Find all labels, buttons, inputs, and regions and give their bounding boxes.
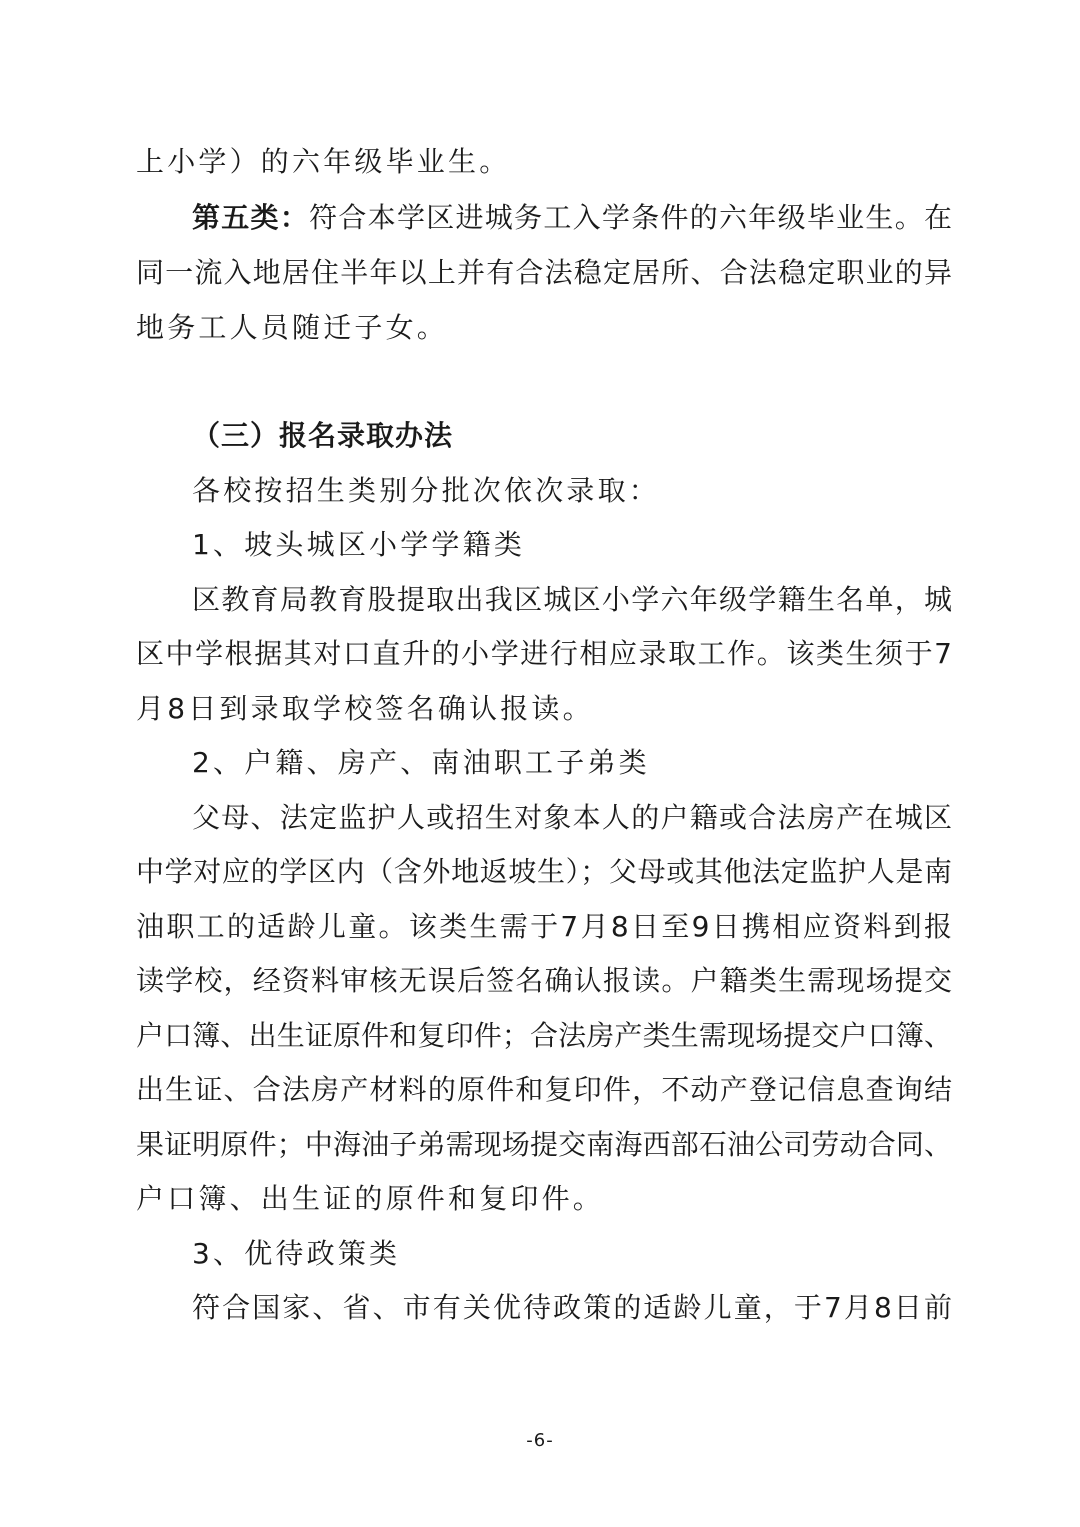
- paragraph-line: 父母、法定监护人或招生对象本人的户籍或合法房产在城区: [192, 801, 952, 834]
- paragraph-line: 地务工人员随迁子女。: [136, 311, 449, 344]
- paragraph-line: 月8日到录取学校签名确认报读。: [136, 692, 594, 725]
- paragraph-line: 中学对应的学区内（含外地返坡生）；父母或其他法定监护人是南: [136, 855, 952, 888]
- item-title: 2、户籍、房产、南油职工子弟类: [192, 746, 650, 779]
- item-title: 3、优待政策类: [192, 1237, 401, 1270]
- paragraph-line: 出生证、合法房产材料的原件和复印件，不动产登记信息查询结: [136, 1073, 952, 1106]
- paragraph-line: 户口簿、出生证的原件和复印件。: [136, 1182, 605, 1215]
- category-five-line: [192, 198, 952, 238]
- paragraph-line: 户口簿、出生证原件和复印件；合法房产类生需现场提交户口簿、: [136, 1019, 952, 1052]
- category-five-label: 第五类：: [192, 201, 310, 234]
- paragraph-line: 果证明原件；中海油子弟需现场提交南海西部石油公司劳动合同、: [136, 1128, 952, 1161]
- paragraph-line: 区教育局教育股提取出我区城区小学六年级学籍生名单，城: [192, 583, 952, 616]
- section-heading: （三）报名录取办法: [192, 419, 454, 452]
- paragraph-line: 读学校，经资料审核无误后签名确认报读。户籍类生需现场提交: [136, 964, 952, 997]
- paragraph-line: 各校按招生类别分批次依次录取：: [192, 474, 661, 507]
- category-five-text: 符合本学区进城务工入学条件的六年级毕业生。在: [309, 201, 952, 234]
- paragraph-line: 区中学根据其对口直升的小学进行相应录取工作。该类生须于7: [136, 637, 952, 670]
- page-number: -6-: [526, 1430, 554, 1451]
- item-title: 1、坡头城区小学学籍类: [192, 528, 526, 561]
- paragraph-line: 上小学）的六年级毕业生。: [136, 145, 511, 178]
- paragraph-line: 同一流入地居住半年以上并有合法稳定居所、合法稳定职业的异: [136, 256, 952, 289]
- paragraph-line: 符合国家、省、市有关优待政策的适龄儿童，于7月8日前: [192, 1291, 952, 1324]
- paragraph-line: 油职工的适龄儿童。该类生需于7月8日至9日携相应资料到报: [136, 910, 952, 943]
